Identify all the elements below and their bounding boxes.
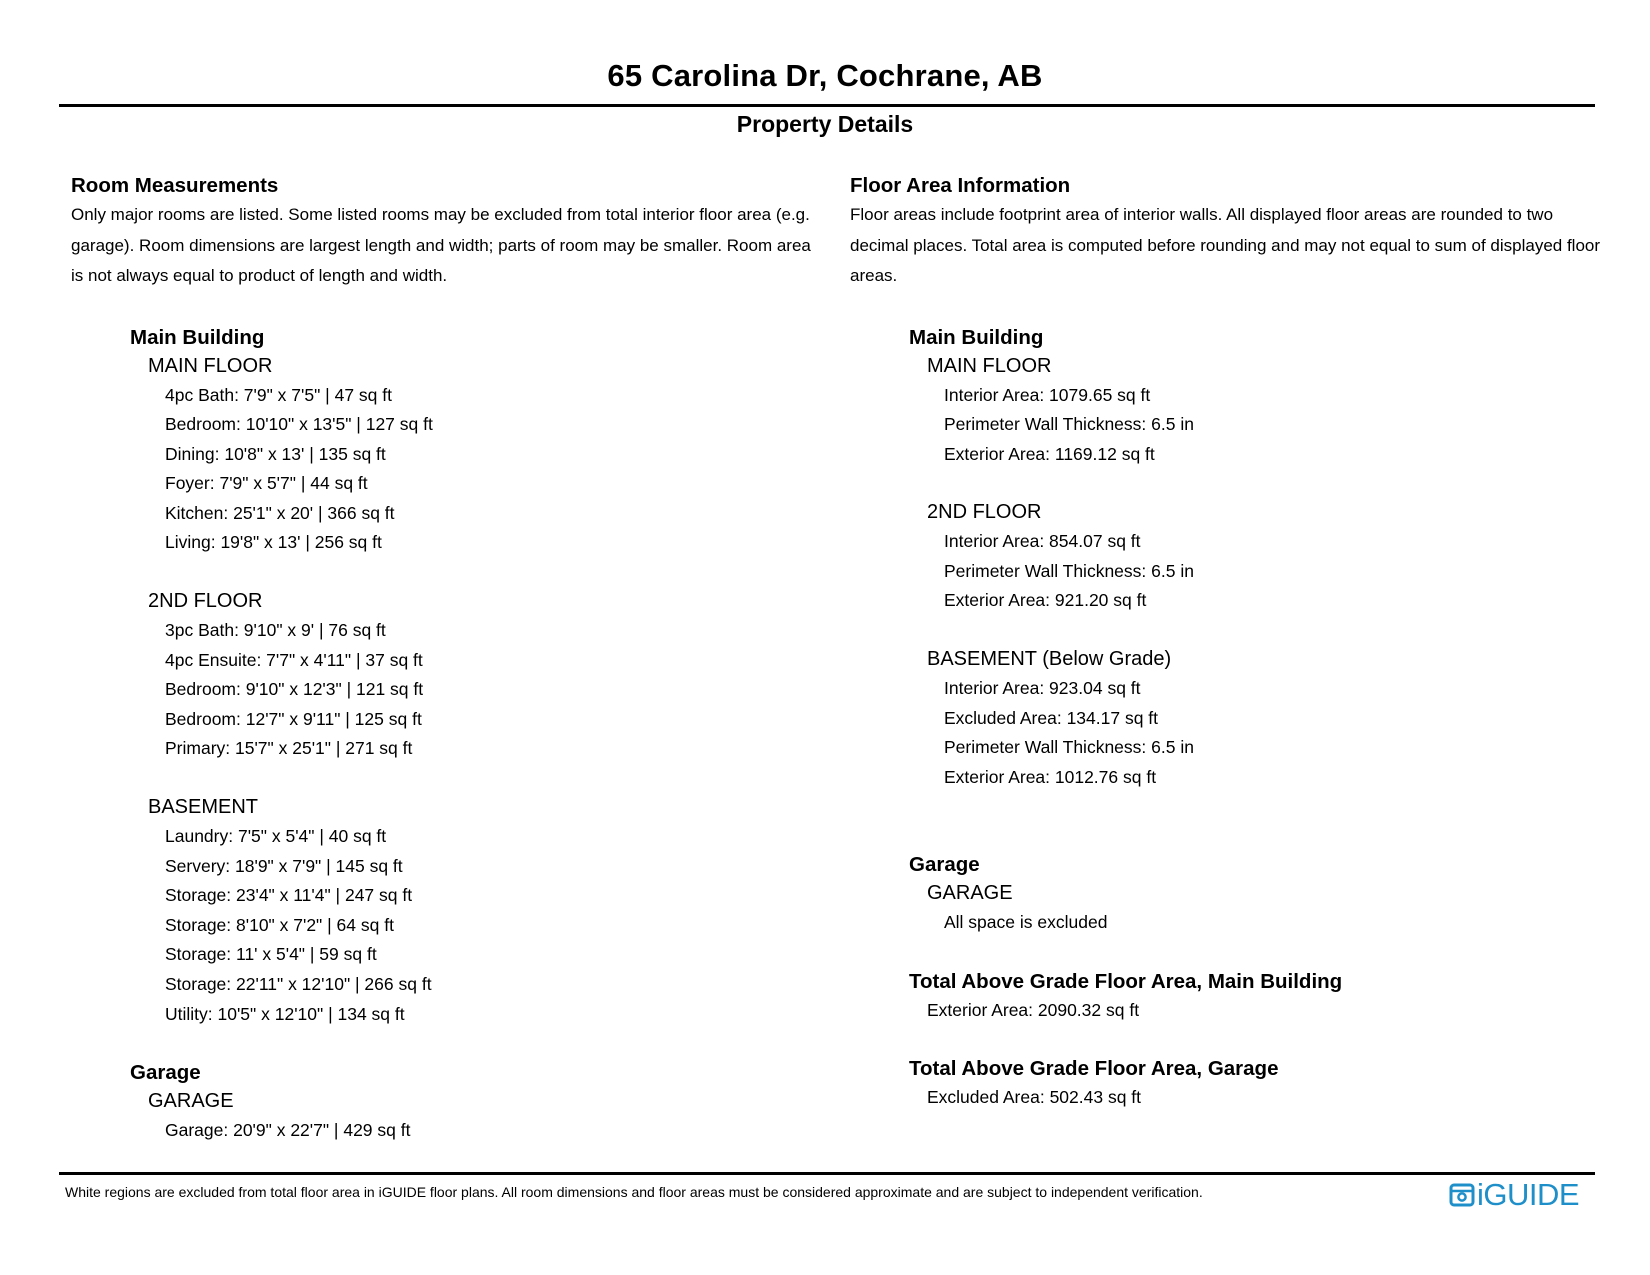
floor-name: MAIN FLOOR — [148, 354, 273, 377]
room-list — [71, 323, 811, 1146]
room-item: Kitchen: 25'1" x 20' | 366 sq ft — [165, 502, 395, 523]
building-name: Main Building — [909, 325, 1044, 349]
building-name: Garage — [909, 853, 980, 877]
area-item: Excluded Area: 134.17 sq ft — [944, 707, 1159, 728]
area-item: Exterior Area: 1012.76 sq ft — [944, 766, 1157, 787]
floor-name: GARAGE — [927, 882, 1013, 905]
total-garage-value: Excluded Area: 502.43 sq ft — [927, 1087, 1142, 1108]
area-item: All space is excluded — [944, 912, 1108, 933]
room-item: Storage: 11' x 5'4" | 59 sq ft — [165, 944, 377, 965]
room-item: Primary: 15'7" x 25'1" | 271 sq ft — [165, 738, 413, 759]
room-item: 4pc Bath: 7'9" x 7'5" | 47 sq ft — [165, 384, 392, 405]
room-item: Storage: 23'4" x 11'4" | 247 sq ft — [165, 885, 413, 906]
total-garage-heading: Total Above Grade Floor Area, Garage — [909, 1057, 1279, 1081]
page-title: 65 Carolina Dr, Cochrane, AB — [607, 58, 1043, 93]
header-divider — [59, 104, 1595, 107]
area-item: Perimeter Wall Thickness: 6.5 in — [944, 737, 1194, 758]
room-item: Dining: 10'8" x 13' | 135 sq ft — [165, 443, 386, 464]
floor-name: MAIN FLOOR — [927, 354, 1052, 377]
area-item: Interior Area: 854.07 sq ft — [944, 531, 1141, 552]
room-item: Bedroom: 9'10" x 12'3" | 121 sq ft — [165, 679, 424, 700]
building-name: Main Building — [130, 325, 265, 349]
room-item: Servery: 18'9" x 7'9" | 145 sq ft — [165, 855, 403, 876]
building-name: Garage — [130, 1061, 201, 1085]
room-item: Foyer: 7'9" x 5'7" | 44 sq ft — [165, 473, 368, 494]
floor-name: BASEMENT — [148, 796, 259, 819]
room-item: Laundry: 7'5" x 5'4" | 40 sq ft — [165, 826, 387, 847]
room-item: Garage: 20'9" x 22'7" | 429 sq ft — [165, 1120, 411, 1141]
iguide-logo-text: iGUIDE — [1477, 1177, 1580, 1212]
room-item: Bedroom: 10'10" x 13'5" | 127 sq ft — [165, 414, 433, 435]
floor-area-list — [850, 323, 1610, 1113]
floor-area-heading: Floor Area Information — [850, 174, 1071, 197]
page-subtitle: Property Details — [736, 111, 914, 137]
floor-name: 2ND FLOOR — [927, 501, 1042, 524]
footer-divider — [59, 1172, 1595, 1175]
floor-area-section — [850, 172, 1610, 1112]
iguide-logo — [1449, 1178, 1579, 1212]
area-item: Interior Area: 923.04 sq ft — [944, 678, 1141, 699]
room-item: Bedroom: 12'7" x 9'11" | 125 sq ft — [165, 708, 422, 729]
room-item: Storage: 8'10" x 7'2" | 64 sq ft — [165, 914, 394, 935]
room-item: 3pc Bath: 9'10" x 9' | 76 sq ft — [165, 620, 386, 641]
room-measurements-note: Only major rooms are listed. Some listed rooms may be excluded from total interior floor area (e.g. garage). Room dimensions are largest length and width; parts of room may be smaller. Room area is not always equal to product of length and width. — [71, 205, 811, 285]
room-item: Living: 19'8" x 13' | 256 sq ft — [165, 532, 382, 553]
room-measurements-heading: Room Measurements — [71, 174, 279, 197]
area-item: Perimeter Wall Thickness: 6.5 in — [944, 560, 1194, 581]
iguide-camera-icon — [1449, 1182, 1475, 1208]
area-item: Exterior Area: 1169.12 sq ft — [944, 443, 1155, 464]
room-measurements-section — [71, 172, 811, 1146]
room-item: Storage: 22'11" x 12'10" | 266 sq ft — [165, 974, 432, 994]
floor-area-note: Floor areas include footprint area of interior walls. All displayed floor areas are rounded to two decimal places. Total area is computed before rounding and may not equal to sum of displayed floor areas. — [850, 205, 1601, 285]
area-item: Interior Area: 1079.65 sq ft — [944, 384, 1151, 405]
area-item: Perimeter Wall Thickness: 6.5 in — [944, 414, 1194, 435]
total-main-heading: Total Above Grade Floor Area, Main Building — [909, 970, 1343, 994]
floor-name: BASEMENT (Below Grade) — [927, 648, 1172, 671]
footer-disclaimer: White regions are excluded from total floor area in iGUIDE floor plans. All room dimensions and floor areas must be considered approximate and are subject to independent verification. — [65, 1184, 1203, 1200]
room-item: Utility: 10'5" x 12'10" | 134 sq ft — [165, 1003, 405, 1024]
total-main-value: Exterior Area: 2090.32 sq ft — [927, 1000, 1140, 1021]
room-item: 4pc Ensuite: 7'7" x 4'11" | 37 sq ft — [165, 649, 423, 670]
floor-name: GARAGE — [148, 1090, 234, 1113]
area-item: Exterior Area: 921.20 sq ft — [944, 590, 1147, 611]
floor-name: 2ND FLOOR — [148, 590, 263, 613]
